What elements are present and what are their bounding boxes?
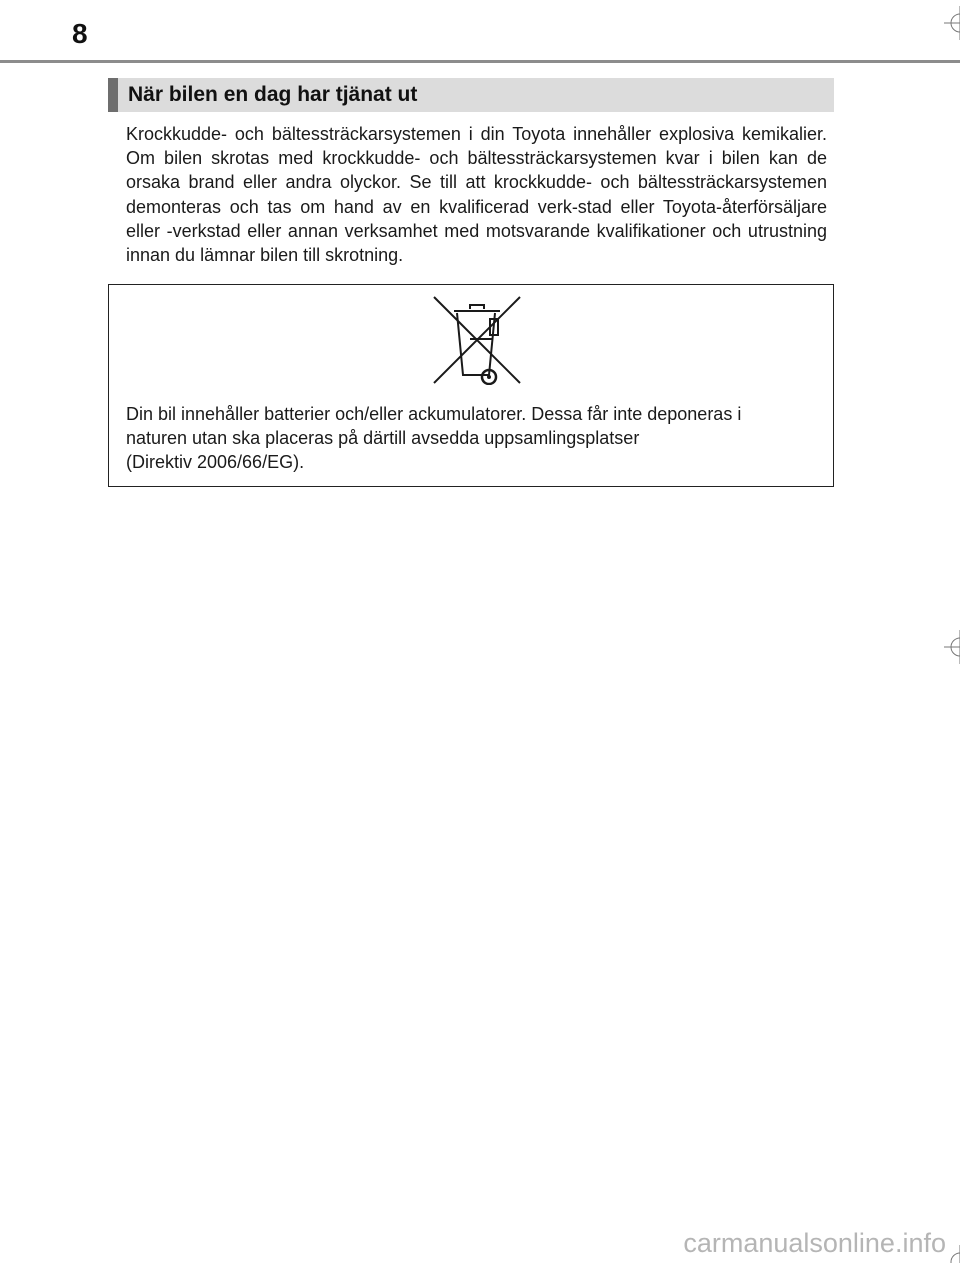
section-header	[108, 78, 834, 112]
notice-line: (Direktiv 2006/66/EG).	[126, 452, 305, 473]
notice-line: Din bil innehåller batterier och/eller ackumulatorer. Dessa får inte deponeras i	[126, 404, 742, 424]
crop-mark-right-middle	[944, 630, 960, 664]
section-title: När bilen en dag har tjänat ut	[128, 83, 418, 106]
notice-text	[126, 402, 831, 475]
watermark: carmanualsonline.info	[683, 1228, 946, 1258]
header-rule	[0, 60, 960, 63]
crop-mark-top-right	[944, 6, 960, 40]
notice-line: naturen utan ska placeras på därtill avsedda uppsamlingsplatser	[126, 428, 640, 449]
crossed-out-wheelie-bin-icon	[432, 295, 522, 385]
body-paragraph: Krockkudde- och bältessträckarsystemen i din Toyota innehåller explosiva kemikalier. Om bilen skrotas med krockkudde- och bältessträckarsystemen kvar i bilen kan de orsaka brand eller andra olyckor. Se till att krockkudde- och bältessträckarsystemen demonteras och tas om hand av en kvalificerad verk-stad eller Toyota-återförsäljare eller -verkstad eller annan verksamhet med motsvarande kvalifikationer och utrustning innan du lämnar bilen till skrotning.	[126, 124, 827, 266]
page-number: 8	[72, 18, 88, 49]
crop-mark-bottom-right	[944, 1245, 960, 1263]
battery-disposal-notice	[108, 284, 834, 487]
